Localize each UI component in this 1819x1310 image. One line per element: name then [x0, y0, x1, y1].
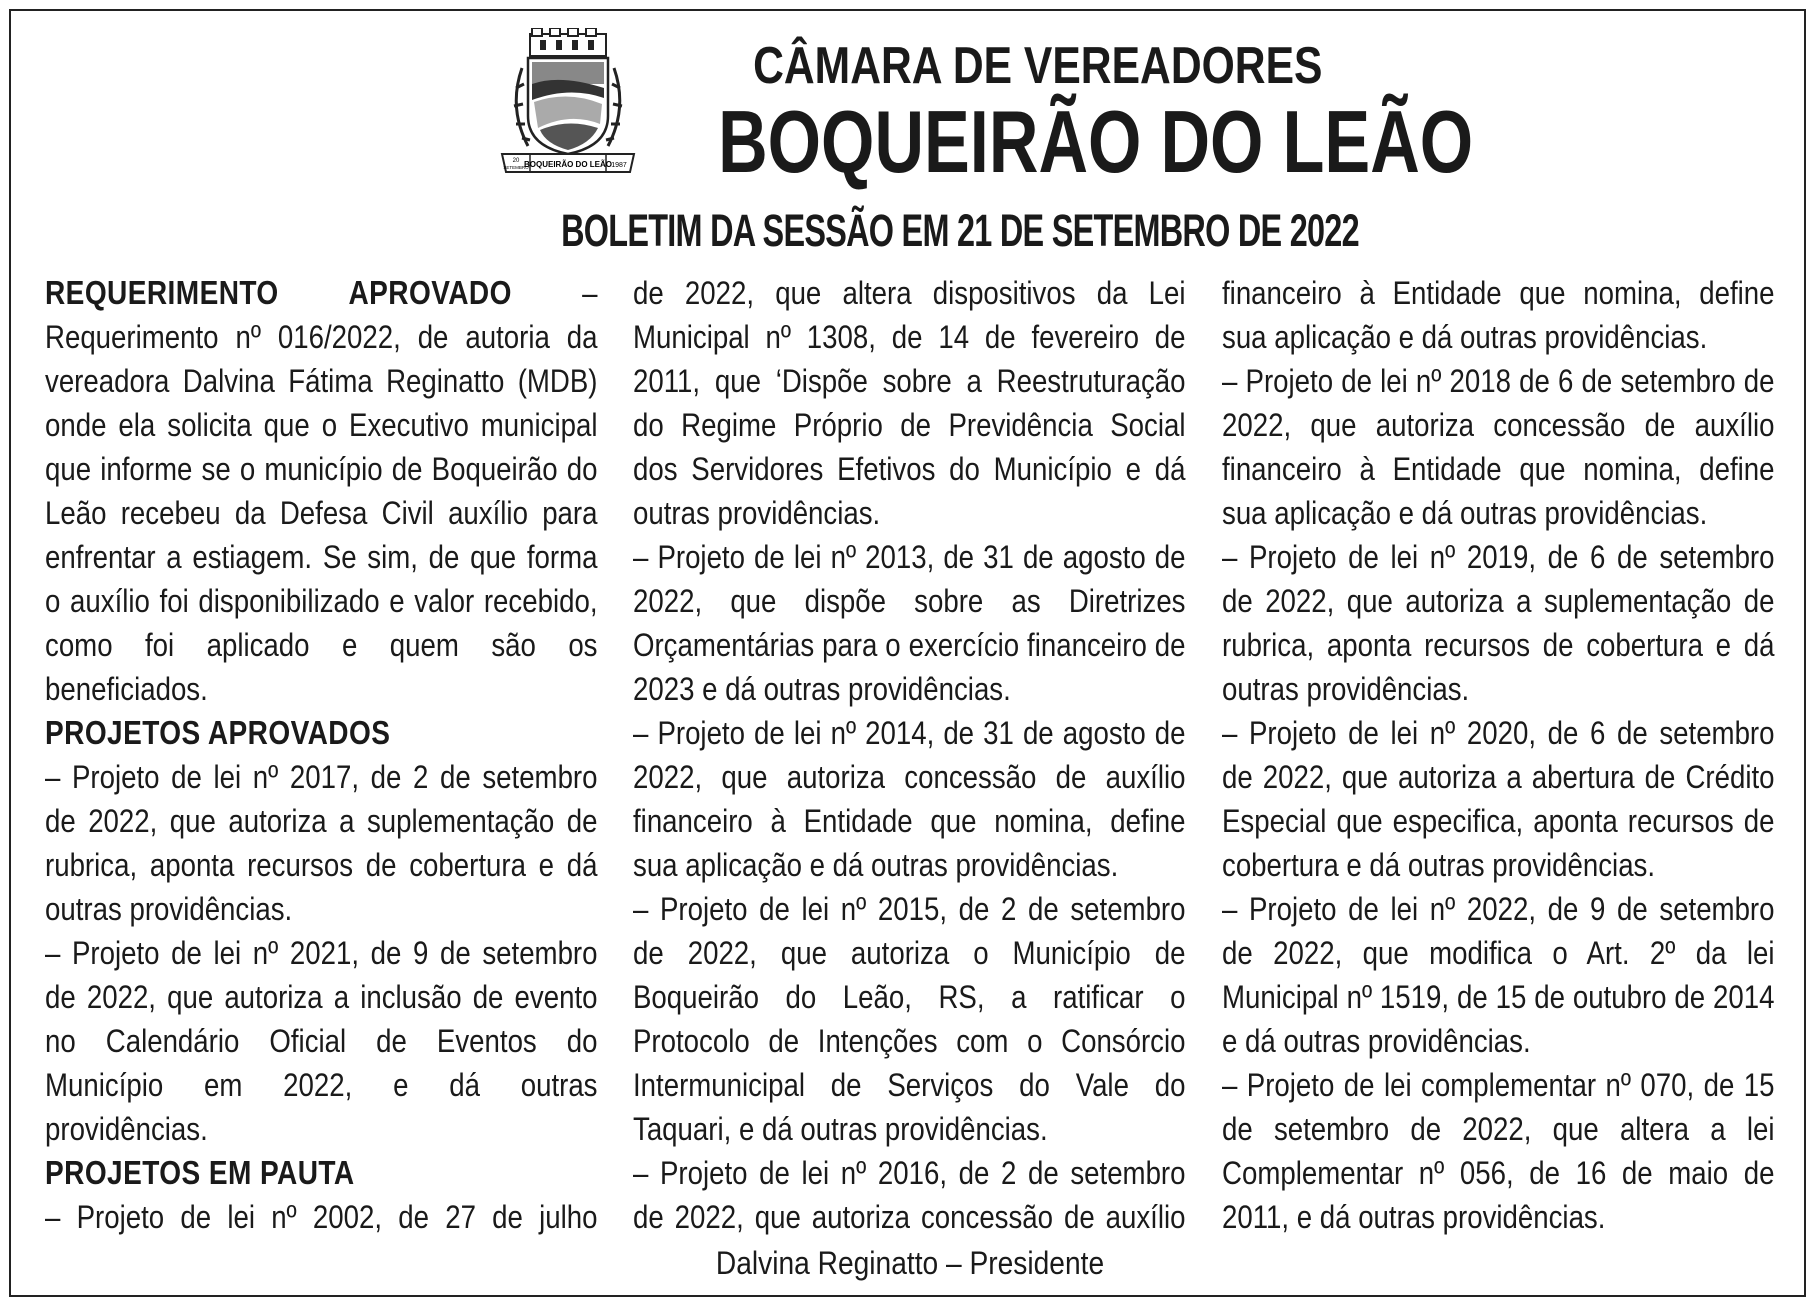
president-signature: Dalvina Reginatto – Presidente: [715, 1245, 1105, 1281]
municipal-crest-icon: [500, 28, 636, 178]
pauta-project-item: – Projeto de lei complementar nº 070, de 15 de setembro de 2022, que altera a lei Complementar nº 056, de 16 de maio de 2011, e dá outras providências.: [1222, 1067, 1775, 1235]
pauta-project-item: – Projeto de lei nº 2019, de 6 de setembro de 2022, que autoriza a suplementação de rubrica, aponta recursos de cobertura e dá outras providências.: [1222, 539, 1775, 707]
crest-name-text: BOQUEIRÃO DO LEÃO: [523, 160, 613, 169]
column-1: [45, 271, 597, 1239]
column-2: [633, 271, 1185, 1239]
pauta-project-item-continued: de 2022, que altera dispositivos da Lei Municipal nº 1308, de 14 de fevereiro de 2011, que ‘Dispõe sobre a Reestruturação do Regime Próprio de Previdência Social dos Servidores Efetivos do Município e dá outras providências.: [633, 275, 1186, 531]
approved-project-item: – Projeto de lei nº 2017, de 2 de setembro de 2022, que autoriza a suplementação de rubrica, aponta recursos de cobertura e dá outras providências.: [45, 759, 598, 927]
crest-month-text: SETEMBRO: [503, 165, 529, 170]
pauta-project-item: – Projeto de lei nº 2014, de 31 de agosto de 2022, que autoriza concessão de auxílio financeiro à Entidade que nomina, define sua aplicação e dá outras providências.: [633, 715, 1186, 883]
crest-year-text: 1987: [611, 162, 627, 169]
pauta-project-item: – Projeto de lei nº 2013, de 31 de agosto de 2022, que dispõe sobre as Diretrizes Orçamentárias para o exercício financeiro de 2023 e dá outras providências.: [633, 539, 1186, 707]
bulletin-title: BOLETIM DA SESSÃO EM 21 DE SETEMBRO DE 2022: [561, 205, 1359, 256]
pauta-project-item-continued: financeiro à Entidade que nomina, define sua aplicação e dá outras providências.: [1222, 275, 1775, 355]
pauta-project-item: – Projeto de lei nº 2016, de 2 de setembro de 2022, que autoriza concessão de auxílio: [633, 1155, 1186, 1235]
pauta-project-item: – Projeto de lei nº 2018 de 6 de setembro de 2022, que autoriza concessão de auxílio financeiro à Entidade que nomina, define sua aplicação e dá outras providências.: [1222, 363, 1775, 531]
pauta-project-item: – Projeto de lei nº 2002, de 27 de julho: [45, 1199, 598, 1235]
column-3: [1222, 271, 1774, 1239]
requerimento-paragraph: [45, 271, 598, 711]
header-municipality-title: BOQUEIRÃO DO LEÃO: [718, 92, 1474, 191]
approved-project-item: – Projeto de lei nº 2021, de 9 de setembro de 2022, que autoriza a inclusão de evento no Calendário Oficial de Eventos do Município em 2022, e dá outras providências.: [45, 935, 598, 1147]
header-chamber-title: CÂMARA DE VEREADORES: [753, 37, 1323, 95]
requerimento-heading: REQUERIMENTO APROVADO: [45, 274, 512, 311]
pauta-projects-heading: PROJETOS EM PAUTA: [45, 1154, 355, 1191]
requerimento-text: – Requerimento nº 016/2022, de autoria da vereadora Dalvina Fátima Reginatto (MDB) onde ela solicita que o Executivo municipal que informe se o município de Boqueirão do Leão recebeu da Defesa Civil auxílio para enfrentar a estiagem. Se sim, de que forma o auxílio foi disponibilizado e valor recebido, como foi aplicado e quem são os beneficiados.: [45, 275, 598, 707]
approved-projects-heading: PROJETOS APROVADOS: [45, 714, 391, 751]
pauta-project-item: – Projeto de lei nº 2022, de 9 de setembro de 2022, que modifica o Art. 2º da lei Municipal nº 1519, de 15 de outubro de 2014 e dá outras providências.: [1222, 891, 1775, 1059]
crest-day-text: 20: [512, 158, 520, 164]
pauta-project-item: – Projeto de lei nº 2020, de 6 de setembro de 2022, que autoriza a abertura de Crédito Especial que especifica, aponta recursos de cobertura e dá outras providências.: [1222, 715, 1775, 883]
pauta-project-item: – Projeto de lei nº 2015, de 2 de setembro de 2022, que autoriza o Município de Boqueirão do Leão, RS, a ratificar o Protocolo de Intenções com o Consórcio Intermunicipal de Serviços do Vale do Taquari, e dá outras providências.: [633, 891, 1186, 1147]
